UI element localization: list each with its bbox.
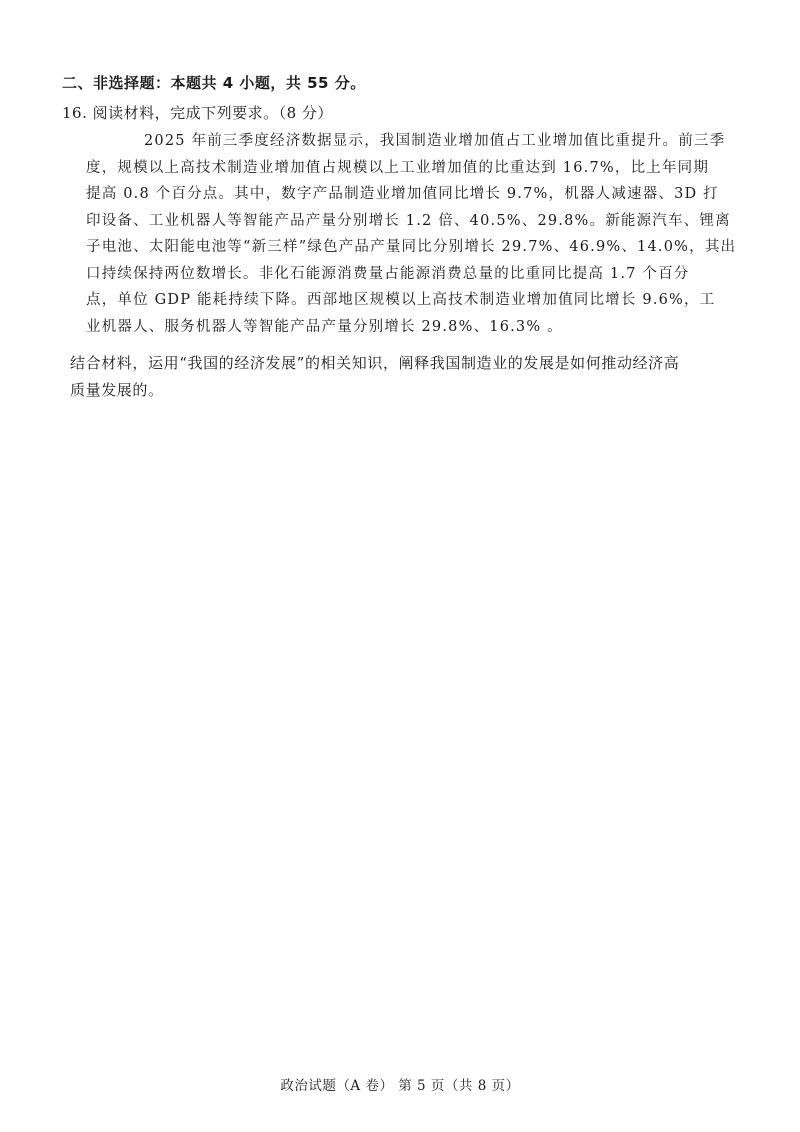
material-line: 度，规模以上高技术制造业增加值占规模以上工业增加值的比重达到 16.7%，比上年同期	[86, 159, 710, 176]
material-line: 提高 0.8 个百分点。其中，数字产品制造业增加值同比增长 9.7%，机器人减速器、3D 打	[86, 186, 719, 202]
requirement-line: 质量发展的。	[70, 381, 164, 399]
requirement-line: 结合材料，运用“我国的经济发展”的相关知识，阐释我国制造业的发展是如何推动经济高	[70, 354, 680, 372]
question-title: 16. 阅读材料，完成下列要求。（8 分）	[62, 104, 333, 122]
section-heading: 二、非选择题：本题共 4 小题，共 55 分。	[62, 74, 366, 92]
material-line: 子电池、太阳能电池等“新三样”绿色产品产量同比分别增长 29.7%、46.9%、14.0%，其出	[86, 239, 737, 255]
question-requirement	[70, 350, 726, 404]
page-footer: 政治试题（A 卷） 第 5 页（共 8 页）	[280, 1078, 520, 1094]
material-line: 印设备、工业机器人等智能产品产量分别增长 1.2 倍、40.5%、29.8%。新能源汽车、锂离	[86, 212, 731, 229]
material-line: 业机器人、服务机器人等智能产品产量分别增长 29.8%、16.3% 。	[86, 318, 563, 335]
material-line: 2025 年前三季度经济数据显示，我国制造业增加值占工业增加值比重提升。前三季	[144, 133, 726, 149]
material-passage	[86, 128, 737, 340]
material-line: 口持续保持两位数增长。非化石能源消费量占能源消费总量的比重同比提高 1.7 个百分	[86, 265, 690, 282]
material-line: 点，单位 GDP 能耗持续下降。西部地区规模以上高技术制造业增加值同比增长 9.6%，工	[86, 292, 716, 308]
